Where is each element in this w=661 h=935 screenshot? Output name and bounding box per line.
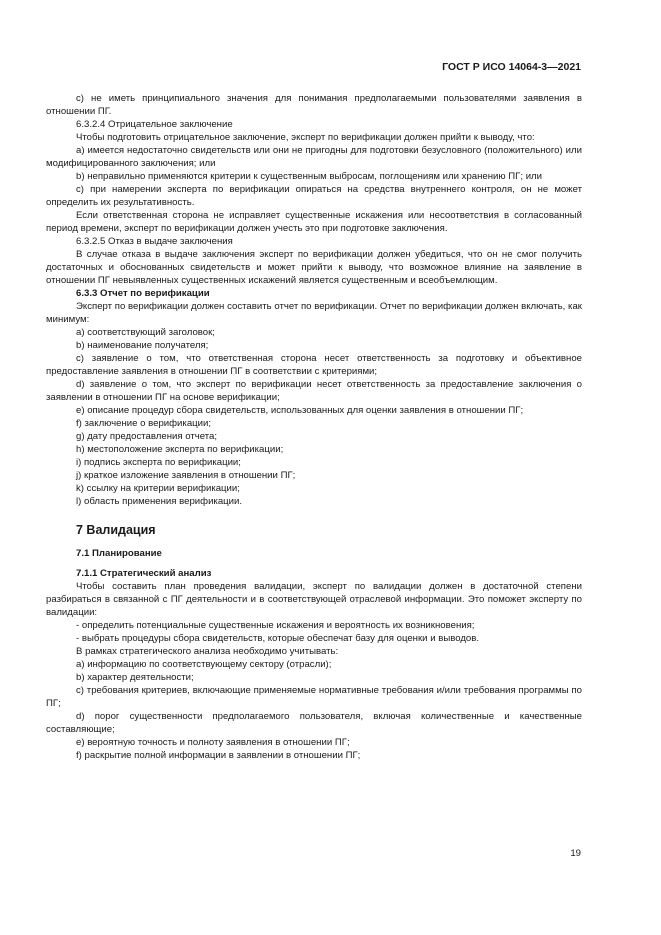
list-item: d) заявление о том, что эксперт по верификации несет ответственность за предоставление заключения о заявлении в отношении ПГ на основе верификации; [46,379,582,403]
paragraph: Эксперт по верификации должен составить отчет по верификации. Отчет по верификации должен включать, как минимум: [46,301,582,325]
subsection-heading: 6.3.2.5 Отказ в выдаче заключения [76,236,233,247]
list-item: a) соответствующий заголовок; [76,327,215,338]
list-item: l) область применения верификации. [76,496,243,507]
list-item: g) дату предоставления отчета; [76,431,218,442]
subsection-heading: 6.3.2.4 Отрицательное заключение [76,119,233,130]
list-item: f) раскрытие полной информации в заявлении в отношении ПГ; [76,750,361,761]
list-item: a) имеется недостаточно свидетельств или они не пригодны для подготовки безусловного (положительного) или модифицированного заключения; или [46,145,582,169]
page-number: 19 [570,848,581,859]
list-item: k) ссылку на критерии верификации; [76,483,240,494]
chapter-heading: 7 Валидация [76,523,156,537]
list-item: e) вероятную точность и полноту заявления в отношении ПГ; [76,737,350,748]
paragraph: В рамках стратегического анализа необходимо учитывать: [76,646,339,657]
list-item: - определить потенциальные существенные искажения и вероятность их возникновения; [76,620,475,631]
list-item: a) информацию по соответствующему сектору (отрасли); [76,659,332,670]
list-item: j) краткое изложение заявления в отношении ПГ; [76,470,296,481]
list-item: b) неправильно применяются критерии к существенным выбросам, поглощениям или хранению ПГ; или [76,171,543,182]
list-item: h) местоположение эксперта по верификации; [76,444,284,455]
list-item: c) при намерении эксперта по верификации опираться на средства внутреннего контроля, он не может определить их результативность. [46,184,582,208]
list-item: - выбрать процедуры сбора свидетельств, которые обеспечат базу для оценки и выводов. [76,633,480,644]
paragraph: Если ответственная сторона не исправляет существенные искажения или несоответствия в согласованный период времени, эксперт по верификации должен учесть это при подготовке заключения. [46,210,582,234]
paragraph: Чтобы подготовить отрицательное заключение, эксперт по верификации должен прийти к выводу, что: [76,132,535,143]
list-item: f) заключение о верификации; [76,418,212,429]
list-item: c) требования критериев, включающие применяемые нормативные требования и/или требования программы по ПГ; [46,685,582,709]
paragraph: c) не иметь принципиального значения для понимания предполагаемыми пользователями заявления в отношении ПГ. [46,93,582,117]
document-header: ГОСТ Р ИСО 14064-3—2021 [442,61,581,73]
list-item: d) порог существенности предполагаемого пользователя, включая количественные и качественные составляющие; [46,711,582,735]
list-item: e) описание процедур сбора свидетельств, использованных для оценки заявления в отношении ПГ; [76,405,524,416]
list-item: c) заявление о том, что ответственная сторона несет ответственность за подготовку и объективное предоставление заявления в отношении ПГ в соответствии с критериями; [46,353,582,377]
paragraph: В случае отказа в выдаче заключения эксперт по верификации должен убедиться, что он не смог получить достаточных и обоснованных свидетельств и может прийти к выводу, что возможное влияние на заявление в отношении ПГ невыявленных существенных искажений является существенным и всеобъемлющим. [46,249,582,286]
list-item: b) характер деятельности; [76,672,194,683]
list-item: b) наименование получателя; [76,340,209,351]
page-body [46,92,582,762]
section-heading: 7.1 Планирование [76,548,162,559]
section-heading: 6.3.3 Отчет по верификации [76,288,210,299]
subsection-heading: 7.1.1 Стратегический анализ [76,568,212,579]
list-item: i) подпись эксперта по верификации; [76,457,241,468]
paragraph: Чтобы составить план проведения валидации, эксперт по валидации должен в достаточной степени разбираться в связанной с ПГ деятельности и в соответствующей отраслевой информации. Это поможет эксперту по валидации: [46,581,582,618]
